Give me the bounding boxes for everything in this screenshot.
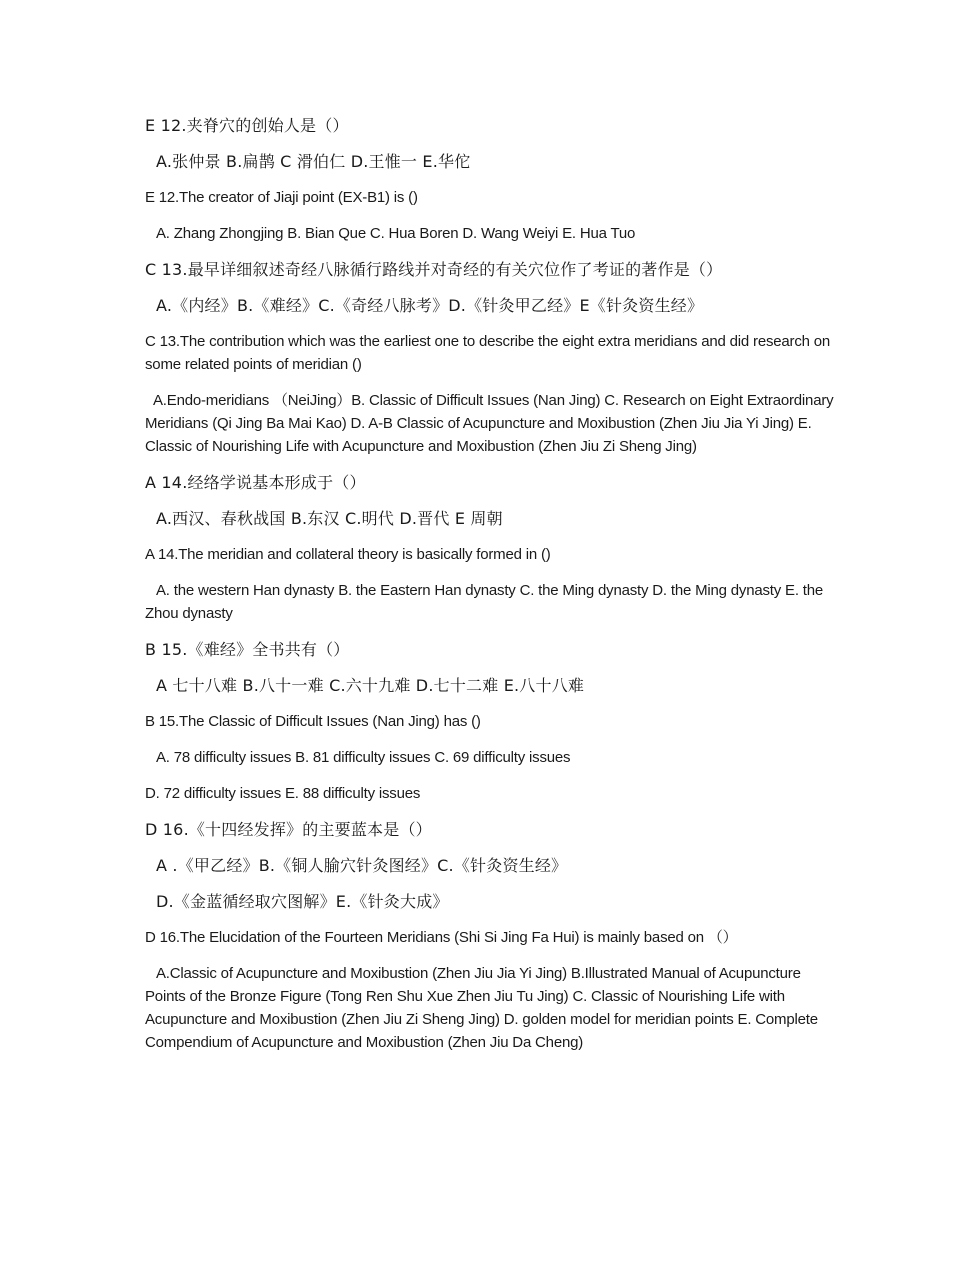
question-14-zh-options: A.西汉、春秋战国 B.东汉 C.明代 D.晋代 E 周朝	[156, 509, 503, 528]
question-13-zh: C 13.最早详细叙述奇经八脉循行路线并对奇经的有关穴位作了考证的著作是（）	[145, 260, 723, 279]
question-16-en-options: A.Classic of Acupuncture and Moxibustion (Zhen Jiu Jia Yi Jing) B.Illustrated Manual of Acupuncture Points of the Bronze Figure (Tong Ren Shu Xue Zhen Jiu Tu Jing) C. Classic of Nourishing Life with Acupuncture and Moxibustion (Zhen Jiu Zi Sheng Jing) D. golden model for meridian points E. Complete Compendium of Acupuncture and Moxibustion (Zhen Jiu Da Cheng)	[145, 965, 818, 1051]
question-15-zh-options: A 七十八难 B.八十一难 C.六十九难 D.七十二难 E.八十八难	[156, 676, 585, 695]
question-14-zh: A 14.经络学说基本形成于（）	[145, 473, 366, 492]
question-15-en: B 15.The Classic of Difficult Issues (Nan Jing) has ()	[145, 713, 481, 730]
question-12-en: E 12.The creator of Jiaji point (EX-B1) is ()	[145, 189, 418, 206]
question-15-en-options-b: D. 72 difficulty issues E. 88 difficulty issues	[145, 785, 421, 802]
question-13-en: C 13.The contribution which was the earliest one to describe the eight extra meridians and did research on some related points of meridian ()	[145, 333, 831, 373]
question-13-zh-options: A.《内经》B.《难经》C.《奇经八脉考》D.《针灸甲乙经》E《针灸资生经》	[156, 296, 704, 315]
question-16-en: D 16.The Elucidation of the Fourteen Meridians (Shi Si Jing Fa Hui) is mainly based on （）	[145, 929, 738, 946]
question-13-en-options: A.Endo-meridians （NeiJing）B. Classic of Difficult Issues (Nan Jing) C. Research on Eight Extraordinary Meridians (Qi Jing Ba Mai Kao) D. A-B Classic of Acupuncture and Moxibustion (Zhen Jiu Jia Yi Jing) E. Classic of Nourishing Life with Acupuncture and Moxibustion (Zhen Jiu Zi Sheng Jing)	[145, 392, 834, 455]
question-12-en-options: A. Zhang Zhongjing B. Bian Que C. Hua Boren D. Wang Weiyi E. Hua Tuo	[156, 225, 636, 242]
question-16-zh-options-a: A .《甲乙经》B.《铜人腧穴针灸图经》C.《针灸资生经》	[156, 856, 568, 875]
question-12-zh-options: A.张仲景 B.扁鹊 C 滑伯仁 D.王惟一 E.华佗	[156, 152, 471, 171]
question-16-zh: D 16.《十四经发挥》的主要蓝本是（）	[145, 820, 432, 839]
question-15-zh: B 15.《难经》全书共有（）	[145, 640, 350, 659]
document-body	[145, 114, 835, 1067]
question-15-en-options-a: A. 78 difficulty issues B. 81 difficulty issues C. 69 difficulty issues	[156, 749, 571, 766]
question-14-en-options: A. the western Han dynasty B. the Eastern Han dynasty C. the Ming dynasty D. the Ming dynasty E. the Zhou dynasty	[145, 582, 824, 622]
question-12-zh: E 12.夹脊穴的创始人是（）	[145, 116, 349, 135]
question-16-zh-options-b: D.《金蓝循经取穴图解》E.《针灸大成》	[156, 892, 449, 911]
question-14-en: A 14.The meridian and collateral theory is basically formed in ()	[145, 546, 551, 563]
